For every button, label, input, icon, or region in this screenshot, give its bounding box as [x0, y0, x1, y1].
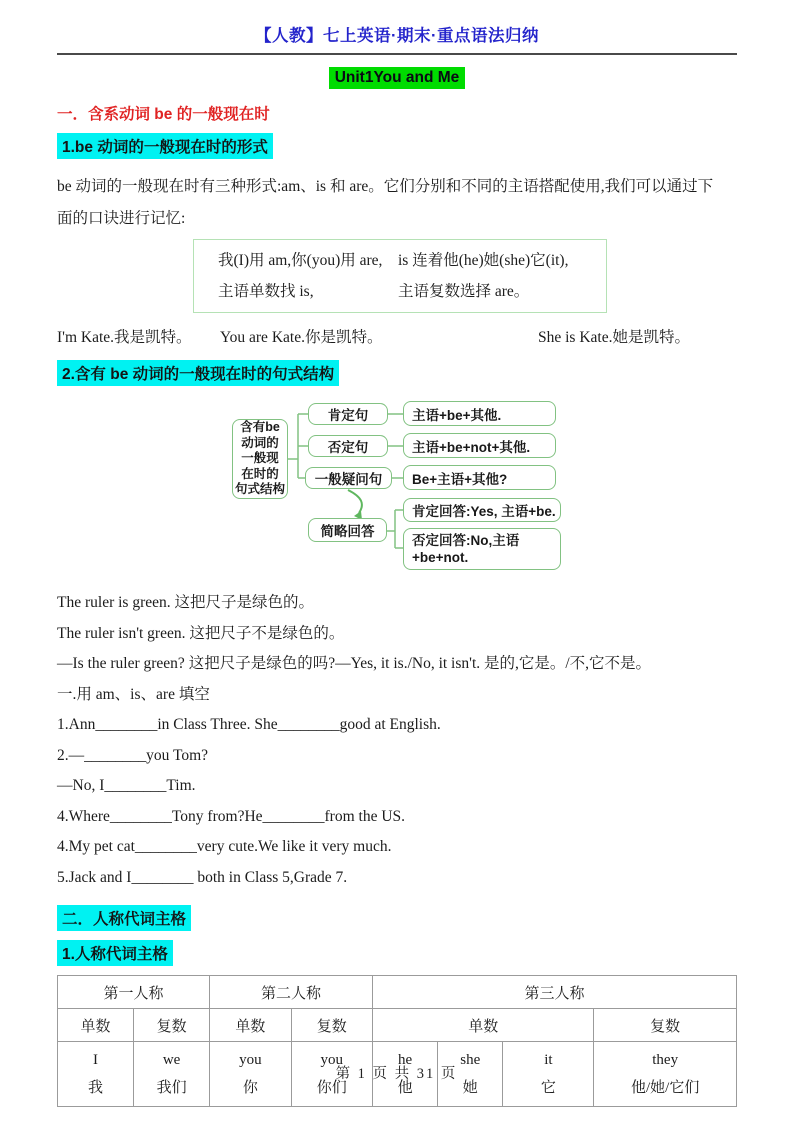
root-line: 动词的 — [241, 435, 279, 450]
pronoun-zh: 她 — [462, 1080, 478, 1096]
root-line: 在时的 — [241, 466, 279, 481]
pronoun-en: he — [398, 1052, 413, 1068]
exercise-item-4: 4.My pet cat________very cute.We like it very much. — [57, 838, 392, 855]
value-answer-yes: 肯定回答:Yes, 主语+be. — [403, 498, 561, 522]
example-i-am: I'm Kate.我是凯特。 — [57, 329, 192, 346]
value-negative: 主语+be+not+其他. — [403, 433, 556, 458]
node-negative: 否定句 — [308, 435, 388, 457]
pronoun-zh: 它 — [540, 1080, 556, 1096]
mnemonic-line-1-left: 我(I)用 am,你(you)用 are, — [218, 252, 383, 269]
pronoun-en: you — [320, 1052, 344, 1068]
section1-sub1-heading: 1.be 动词的一般现在时的形式 — [57, 133, 273, 159]
exercise-item-1: 1.Ann________in Class Three. She________good at English. — [57, 716, 441, 733]
pronoun-zh: 我们 — [156, 1080, 187, 1096]
mnemonic-box — [193, 239, 607, 313]
pronoun-zh: 你 — [242, 1080, 258, 1096]
page-number-footer: 第 1 页 共 31 页 — [335, 1066, 458, 1082]
section2-sub1-heading: 1.人称代词主格 — [57, 940, 173, 966]
example-she-is: She is Kate.她是凯特。 — [538, 329, 690, 346]
section1-sub2-heading: 2.含有 be 动词的一般现在时的句式结构 — [57, 360, 339, 386]
value-general-question: Be+主语+其他? — [403, 465, 556, 490]
mnemonic-line-2-right: 主语复数选择 are。 — [398, 283, 530, 300]
node-general-question: 一般疑问句 — [305, 467, 392, 489]
be-examples-row — [57, 325, 737, 347]
section1-sub1-row — [57, 133, 737, 159]
header-plural: 复数 — [594, 1009, 737, 1042]
header-singular: 单数 — [210, 1009, 291, 1042]
ruler-sentence-3: —Is the ruler green? 这把尺子是绿色的吗?—Yes, it is./No, it isn't. 是的,它是。/不,它不是。 — [57, 655, 652, 672]
pronoun-zh: 我 — [88, 1080, 104, 1096]
page-content — [57, 0, 737, 1107]
section1-heading: 一．含系动词 be 的一般现在时 — [57, 106, 270, 123]
header-plural: 复数 — [291, 1009, 372, 1042]
ruler-sentence-1: The ruler is green. 这把尺子是绿色的。 — [57, 594, 314, 611]
header-second-person: 第二人称 — [210, 976, 373, 1009]
document-header-title: 【人教】七上英语·期末·重点语法归纳 — [255, 27, 539, 45]
value-affirmative: 主语+be+其他. — [403, 401, 556, 426]
pronoun-en: I — [93, 1052, 99, 1068]
example-you-are: You are Kate.你是凯特。 — [220, 329, 383, 346]
ruler-sentence-2: The ruler isn't green. 这把尺子不是绿色的。 — [57, 624, 345, 642]
section2-heading-row — [57, 905, 737, 931]
section2-heading: 二．人称代词主格 — [57, 905, 191, 931]
pronoun-zh: 你们 — [316, 1080, 347, 1096]
unit-title: Unit1You and Me — [329, 67, 466, 89]
header-plural: 复数 — [134, 1009, 210, 1042]
pronoun-en: it — [544, 1052, 553, 1068]
table-row-person — [58, 976, 737, 1009]
unit-title-row — [57, 67, 737, 89]
pronoun-en: she — [460, 1052, 481, 1068]
pronoun-table — [57, 975, 737, 1107]
value-answer-no: 否定回答:No,主语+be+not. — [403, 528, 561, 570]
section1-sub2-row — [57, 360, 737, 386]
exercise-item-2: 2.—________you Tom? — [57, 746, 209, 764]
intro-paragraph-line2: 面的口诀进行记忆: — [57, 210, 186, 227]
flowchart-root-node — [232, 419, 288, 499]
section2-sub1-row — [57, 940, 737, 966]
ruler-sentences — [57, 588, 737, 710]
table-row-number — [58, 1009, 737, 1042]
exercise-item-5: 5.Jack and I________ both in Class 5,Grade 7. — [57, 868, 348, 886]
header-singular: 单数 — [58, 1009, 134, 1042]
pronoun-en: they — [652, 1052, 679, 1068]
sentence-structure-flowchart — [228, 392, 573, 576]
node-short-answer: 简略回答 — [308, 518, 387, 542]
mnemonic-line-1-right: is 连着他(he)她(she)它(it), — [398, 252, 569, 269]
exercise-title: 一.用 am、is、are 填空 — [57, 685, 210, 703]
mnemonic-line-2-left: 主语单数找 is, — [218, 283, 314, 300]
root-line: 含有be — [240, 420, 280, 435]
header-divider — [57, 53, 737, 55]
node-affirmative: 肯定句 — [308, 403, 388, 425]
exercise-item-3: 4.Where________Tony from?He________from the US. — [57, 807, 406, 825]
intro-paragraph-line1: be 动词的一般现在时有三种形式:am、is 和 are。它们分别和不同的主语搭配使用,我们可以通过下 — [57, 178, 714, 195]
pronoun-en: we — [162, 1052, 181, 1068]
pronoun-zh: 他/她/它们 — [631, 1080, 700, 1096]
question-to-answer-arrow — [348, 490, 362, 513]
header-singular: 单数 — [373, 1009, 594, 1042]
root-line: 句式结构 — [234, 482, 285, 497]
exercise-item-2-answer: —No, I________Tim. — [57, 777, 196, 794]
header-third-person: 第三人称 — [373, 976, 737, 1009]
header-first-person: 第一人称 — [58, 976, 210, 1009]
fill-in-exercises — [57, 710, 737, 893]
pronoun-en: you — [239, 1052, 262, 1068]
root-line: 一般现 — [241, 451, 279, 466]
pronoun-zh: 他 — [397, 1080, 413, 1096]
